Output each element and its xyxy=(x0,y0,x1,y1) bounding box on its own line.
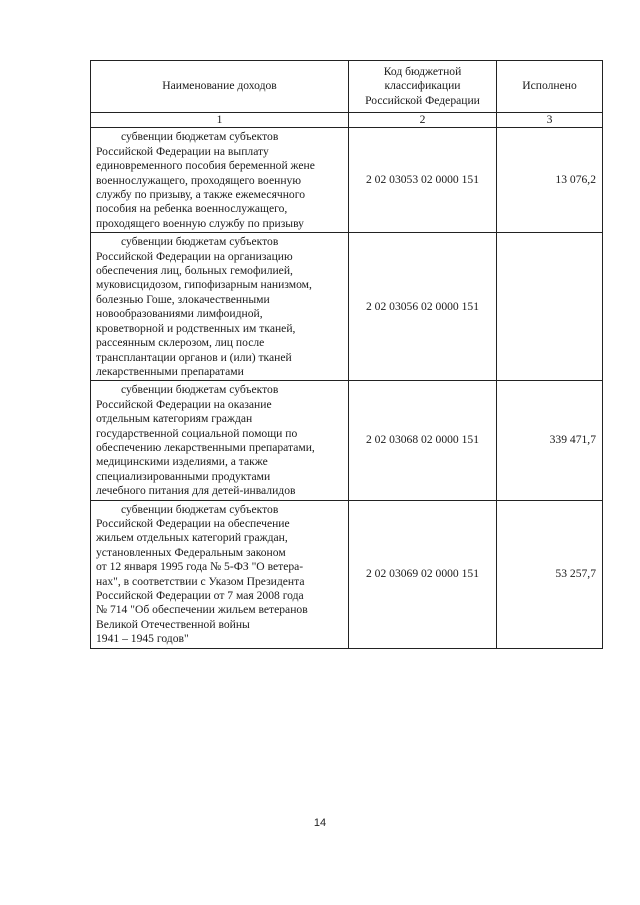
column-number-3: 3 xyxy=(497,113,603,128)
header-executed: Исполнено xyxy=(497,61,603,113)
revenue-name-line: Великой Отечественной войны xyxy=(96,617,250,631)
table-row xyxy=(91,233,603,381)
revenue-name-line: обеспечения лиц, больных гемофилией, xyxy=(96,264,293,278)
revenue-name-line: трансплантации органов и (или) тканей xyxy=(96,350,292,364)
revenue-name-line: муковисцидозом, гипофизарным нанизмом, xyxy=(96,278,312,292)
revenue-name-line: 1941 – 1945 годов" xyxy=(96,632,189,646)
revenue-name-line: болезнью Гоше, злокачественными xyxy=(96,292,270,306)
revenue-name-line: обеспечению лекарственными препаратами, xyxy=(96,440,315,454)
budget-code-cell: 2 02 03069 02 0000 151 xyxy=(349,500,497,648)
budget-code-cell: 2 02 03053 02 0000 151 xyxy=(349,128,497,233)
revenue-name-line: лечебного питания для детей-инвалидов xyxy=(96,484,296,498)
table-header-row xyxy=(91,61,603,113)
budget-code-cell: 2 02 03056 02 0000 151 xyxy=(349,233,497,381)
table-row xyxy=(91,500,603,648)
executed-amount-cell xyxy=(497,233,603,381)
revenue-name-line: специализированными продуктами xyxy=(96,469,271,483)
revenue-name-line: Российской Федерации на обеспечение xyxy=(96,516,290,530)
table-body xyxy=(91,128,603,648)
revenue-name-line: пособия на ребенка военнослужащего, xyxy=(96,202,288,216)
revenue-name-line: от 12 января 1995 года № 5-ФЗ "О ветера- xyxy=(96,560,304,574)
revenue-name-line: нах", в соответствии с Указом Президента xyxy=(96,574,305,588)
column-number-2: 2 xyxy=(349,113,497,128)
revenue-name-line: медицинскими изделиями, а также xyxy=(96,455,268,469)
revenue-name-line: военнослужащего, проходящего военную xyxy=(96,173,301,187)
revenue-name-line: отдельным категориям граждан xyxy=(96,412,253,426)
revenue-name-line: Российской Федерации на оказание xyxy=(96,397,272,411)
revenue-name-line: единовременного пособия беременной жене xyxy=(96,159,315,173)
budget-code-cell: 2 02 03068 02 0000 151 xyxy=(349,381,497,500)
revenue-name-line: лекарственными препаратами xyxy=(96,364,244,378)
revenue-name-line: новообразованиями лимфоидной, xyxy=(96,307,263,321)
revenue-name-cell xyxy=(91,233,349,381)
executed-amount-cell: 339 471,7 xyxy=(497,381,603,500)
revenue-name-cell xyxy=(91,500,349,648)
revenue-name-line: государственной социальной помощи по xyxy=(96,426,298,440)
revenue-name-line: жильем отдельных категорий граждан, xyxy=(96,531,288,545)
revenue-name-line: субвенции бюджетам субъектов xyxy=(121,130,279,144)
column-number-1: 1 xyxy=(91,113,349,128)
executed-amount-cell: 53 257,7 xyxy=(497,500,603,648)
revenue-name-line: № 714 "Об обеспечении жильем ветеранов xyxy=(96,603,308,617)
revenue-name-cell xyxy=(91,381,349,500)
header-revenue-name: Наименование доходов xyxy=(91,61,349,113)
revenue-name-line: рассеянным склерозом, лиц после xyxy=(96,336,265,350)
revenue-name-line: кроветворной и родственных им тканей, xyxy=(96,321,296,335)
table-row xyxy=(91,381,603,500)
revenue-name-line: установленных Федеральным законом xyxy=(96,545,286,559)
revenue-name-line: Российской Федерации от 7 мая 2008 года xyxy=(96,589,304,602)
revenue-name-cell xyxy=(91,128,349,233)
revenue-name-line: субвенции бюджетам субъектов xyxy=(121,235,279,249)
page-number: 14 xyxy=(313,817,327,829)
revenue-name-line: службу по призыву, а также ежемесячного xyxy=(96,188,305,202)
header-budget-code: Код бюджетной классификации Российской Федерации xyxy=(349,61,497,113)
column-number-row xyxy=(91,113,603,128)
revenue-name-line: Российской Федерации на выплату xyxy=(96,144,269,158)
revenue-name-line: проходящего военную службу по призыву xyxy=(96,216,304,230)
revenue-table xyxy=(90,60,603,649)
revenue-name-line: Российской Федерации на организацию xyxy=(96,249,293,263)
table-row xyxy=(91,128,603,233)
revenue-name-line: субвенции бюджетам субъектов xyxy=(121,502,279,516)
revenue-name-line: субвенции бюджетам субъектов xyxy=(121,383,279,397)
executed-amount-cell: 13 076,2 xyxy=(497,128,603,233)
